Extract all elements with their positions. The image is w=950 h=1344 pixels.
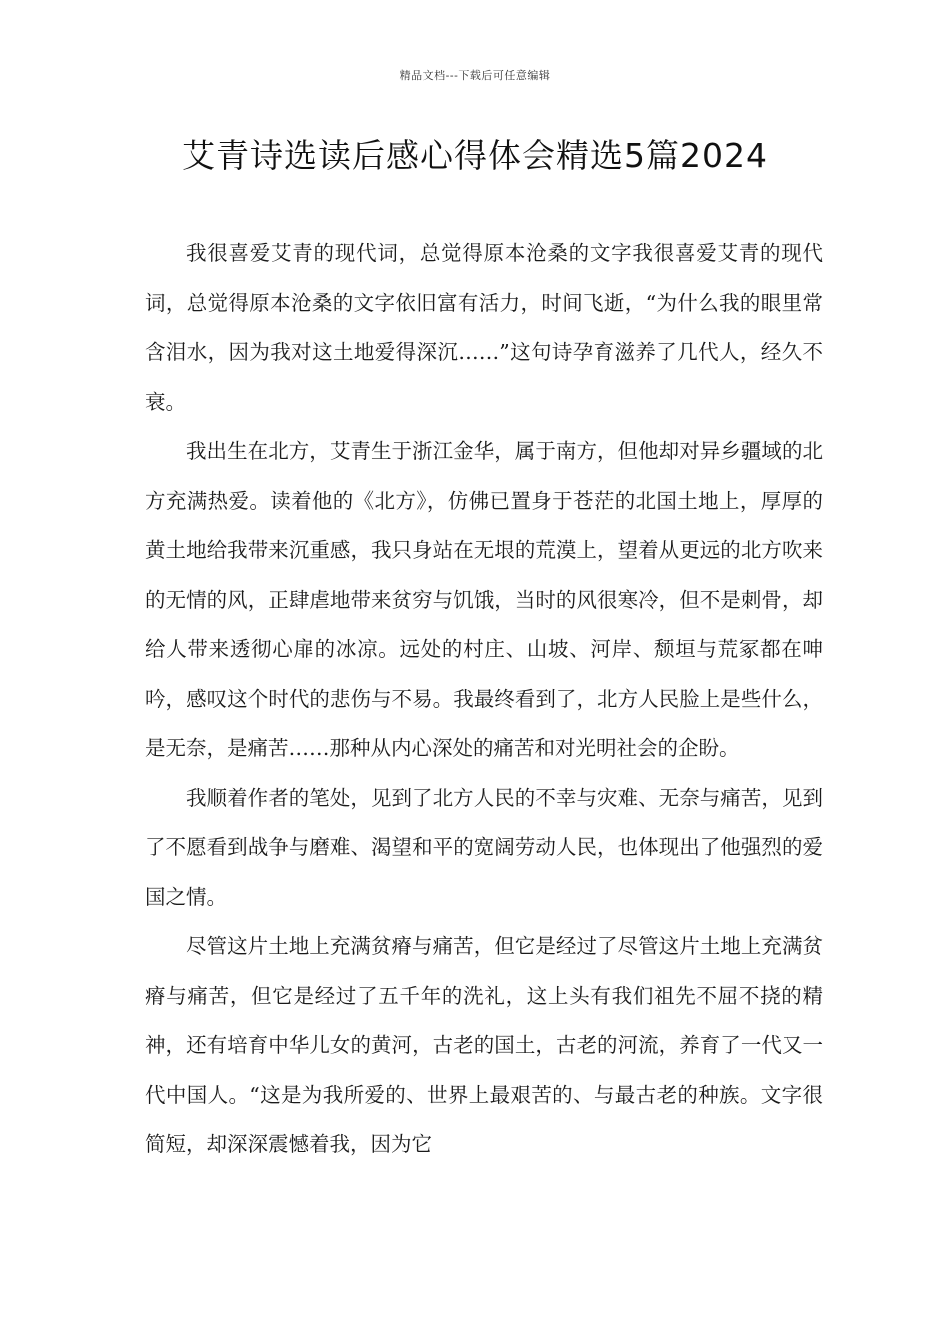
- document-title: 艾青诗选读后感心得体会精选5篇2024: [182, 136, 768, 175]
- paragraph-2: 我出生在北方，艾青生于浙江金华，属于南方，但他却对异乡疆域的北方充满热爱。读着他的《北方》，仿佛已置身于苍茫的北国土地上，厚厚的黄土地给我带来沉重感，我只身站在无垠的荒漠上，望着从更远的北方吹来的无情的风，正肆虐地带来贫穷与饥饿，当时的风很寒冷，但不是刺骨，却给人带来透彻心扉的冰凉。远处的村庄、山坡、河岸、颓垣与荒冢都在呻吟，感叹这个时代的悲伤与不易。我最终看到了，北方人民脸上是些什么，是无奈，是痛苦……那种从内心深处的痛苦和对光明社会的企盼。: [145, 439, 823, 760]
- paragraph-4: 尽管这片土地上充满贫瘠与痛苦，但它是经过了尽管这片土地上充满贫瘠与痛苦，但它是经过了五千年的洗礼，这上头有我们祖先不屈不挠的精神，还有培育中华儿女的黄河，古老的国土，古老的河流，养育了一代又一代中国人。“这是为我所爱的、世界上最艰苦的、与最古老的种族。文字很简短，却深深震憾着我，因为它: [145, 934, 823, 1156]
- paragraph-1: 我很喜爱艾青的现代词，总觉得原本沧桑的文字我很喜爱艾青的现代词，总觉得原本沧桑的文字依旧富有活力，时间飞逝，“为什么我的眼里常含泪水，因为我对这土地爱得深沉……”这句诗孕育滋养了几代人，经久不衰。: [145, 241, 823, 414]
- document-body: [145, 229, 823, 1170]
- header-note: 精品文档---下载后可任意编辑: [399, 69, 551, 82]
- paragraph-3: 我顺着作者的笔处，见到了北方人民的不幸与灾难、无奈与痛苦，见到了不愿看到战争与磨难、渴望和平的宽阔劳动人民，也体现出了他强烈的爱国之情。: [145, 785, 823, 909]
